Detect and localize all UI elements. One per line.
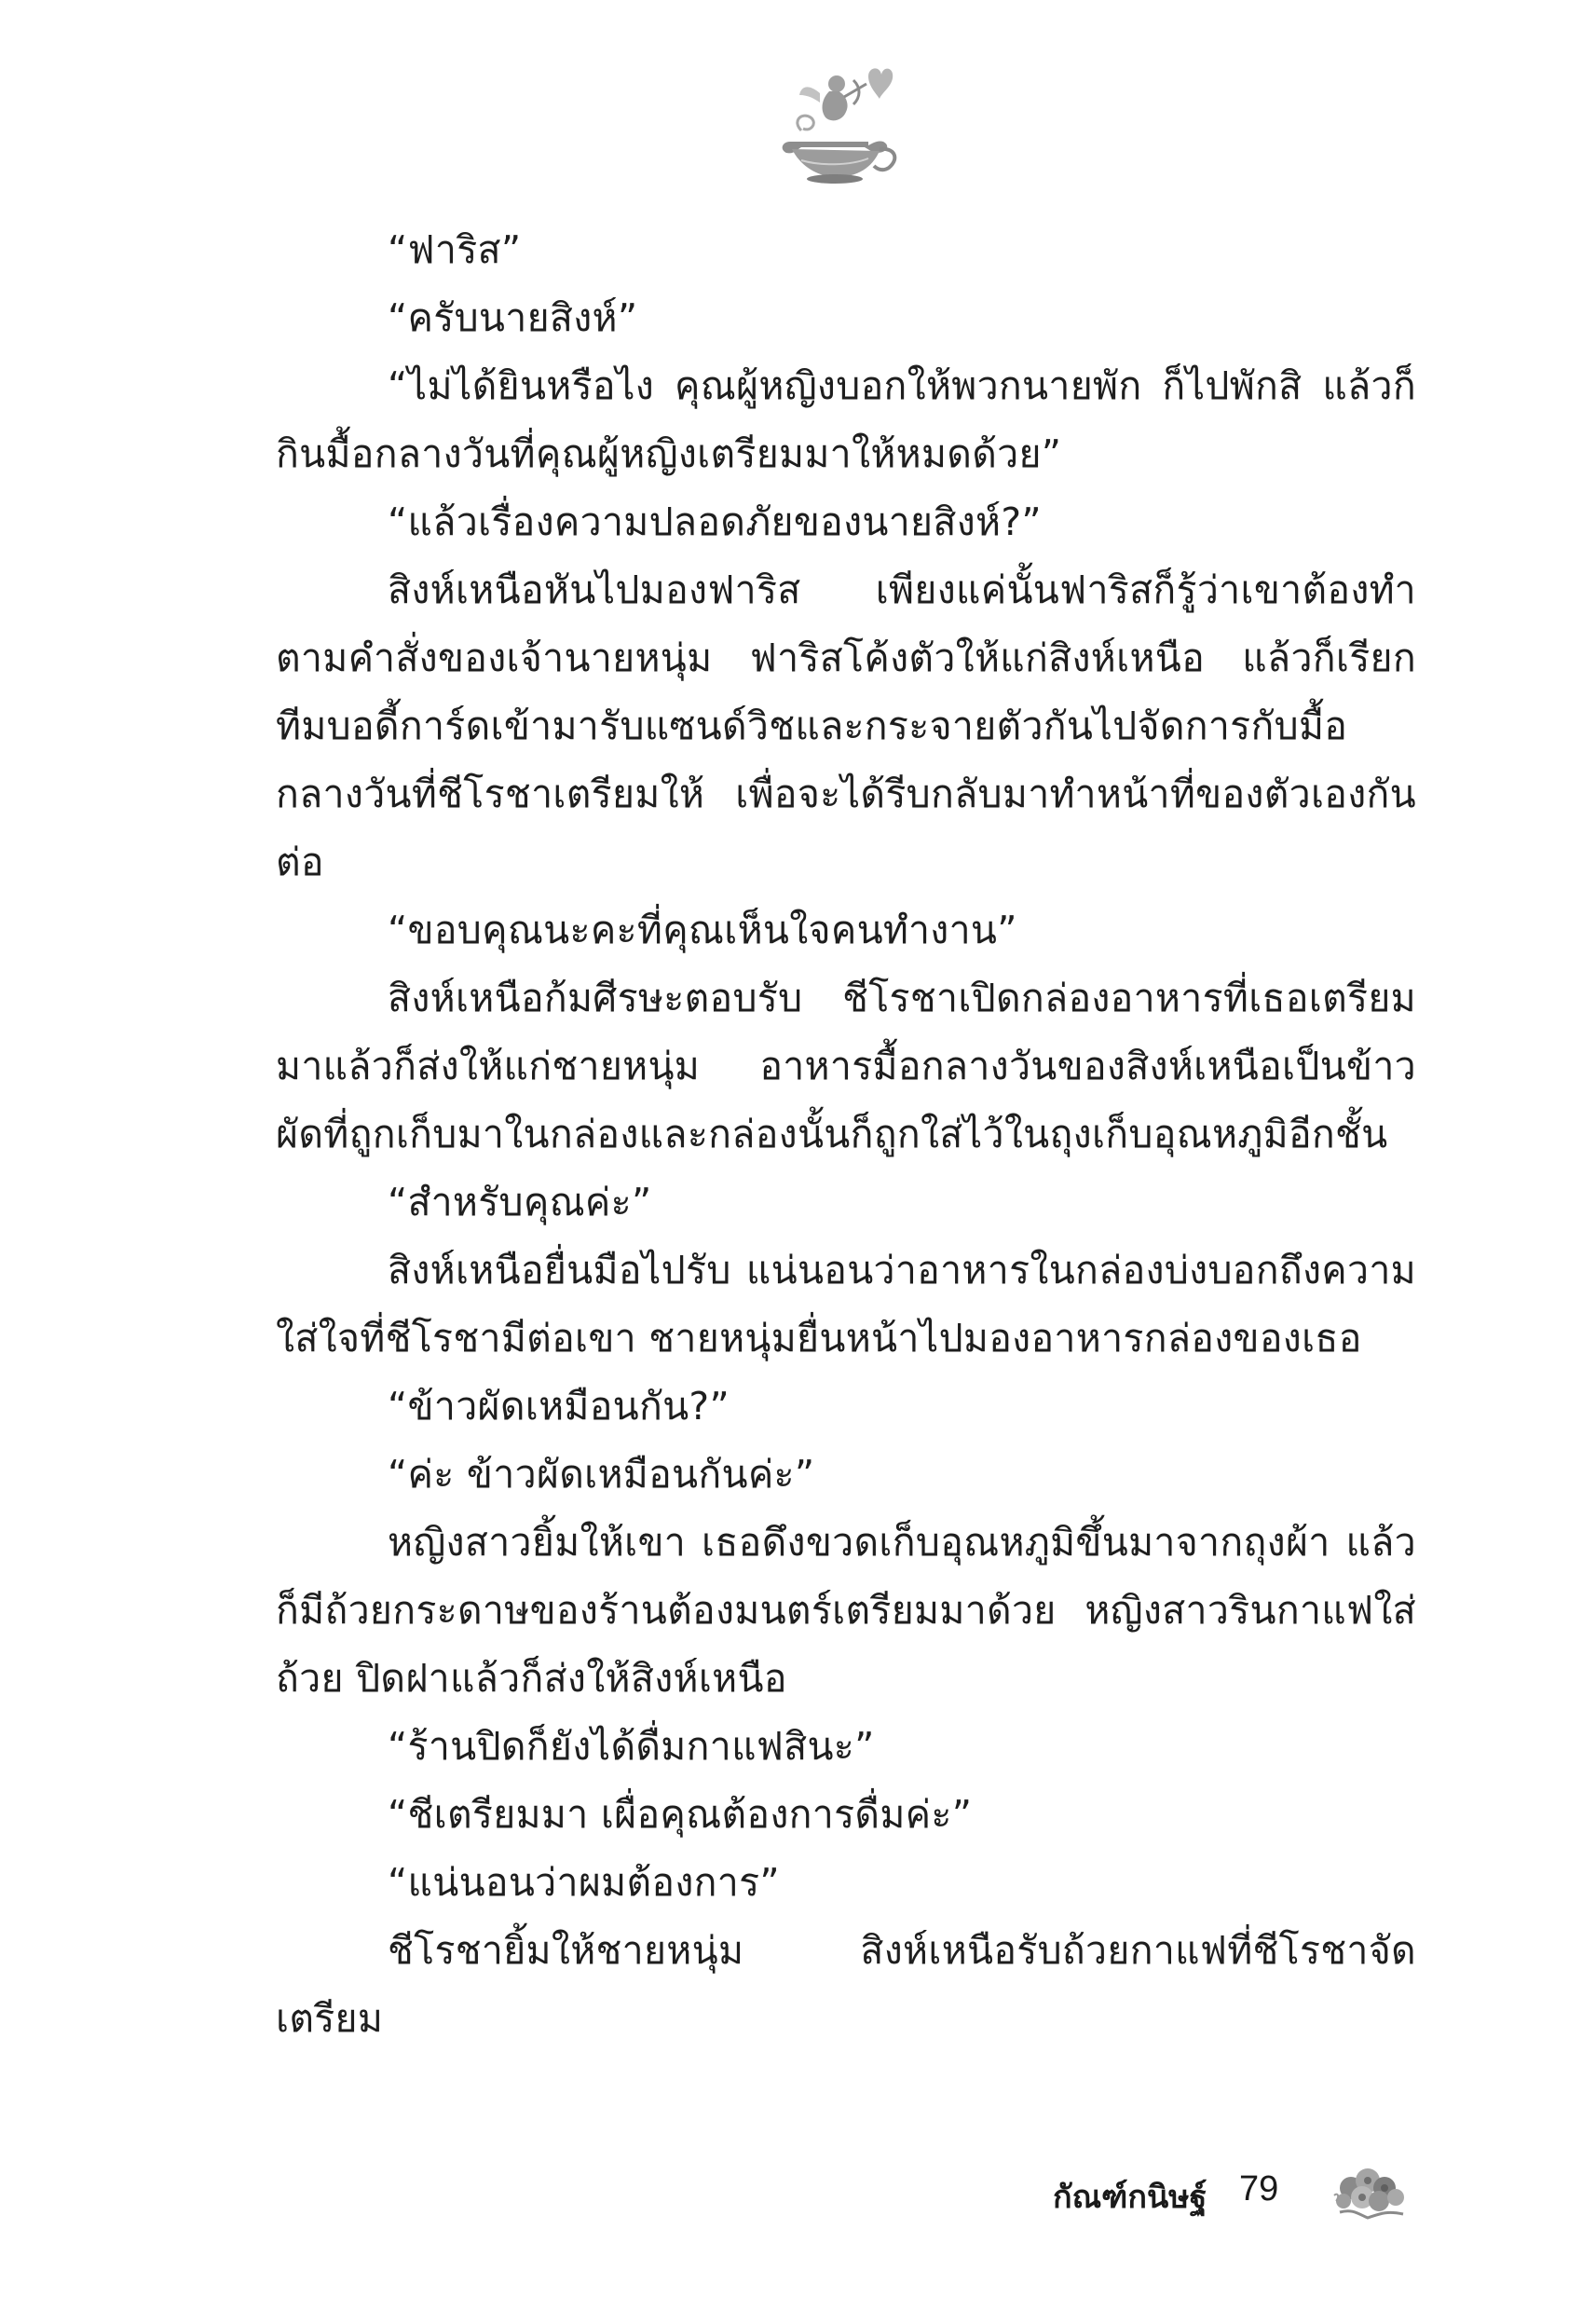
paragraph: “สำหรับคุณค่ะ” [388,1180,652,1224]
paragraph: “ชีเตรียมมา เผื่อคุณต้องการดื่มค่ะ” [388,1792,973,1837]
paragraph: “ขอบคุณนะคะที่คุณเห็นใจคนทำงาน” [388,908,1017,952]
paragraph: “ฟาริส” [388,227,522,272]
paragraph: สิงห์เหนือหันไปมองฟาริส เพียงแค่นั้นฟาริสก็รู้ว่าเขาต้องทำตามคำสั่งของเจ้านายหนุ่ม ฟาริสโค้งตัวให้แก่สิงห์เหนือ แล้วก็เรียกทีมบอดี้การ์ดเข้ามารับแซนด์วิชและกระจายตัวกันไปจัดการกับมื้อกลางวันที่ชีโรชาเตรียมให้ เพื่อจะได้รีบกลับมาทำหน้าที่ของตัวเองกันต่อ [276,567,1416,884]
paragraph: “แล้วเรื่องความปลอดภัยของนายสิงห์?” [388,499,1042,544]
paragraph: “ค่ะ ข้าวผัดเหมือนกันค่ะ” [388,1452,815,1497]
paragraph: สิงห์เหนือยื่นมือไปรับ แน่นอนว่าอาหารในกล่องบ่งบอกถึงความใส่ใจที่ชีโรชามีต่อเขา ชายหนุ่มยื่นหน้าไปมองอาหารกล่องของเธอ [276,1248,1416,1361]
flower-bouquet-icon [1330,2160,1411,2225]
paragraph: หญิงสาวยิ้มให้เขา เธอดึงขวดเก็บอุณหภูมิขึ้นมาจากถุงผ้า แล้วก็มีถ้วยกระดาษของร้านต้องมนตร์เตรียมมาด้วย หญิงสาวรินกาแฟใส่ถ้วย ปิดฝาแล้วก็ส่งให้สิงห์เหนือ [276,1520,1416,1701]
paragraph: ชีโรชายิ้มให้ชายหนุ่ม สิงห์เหนือรับถ้วยกาแฟที่ชีโรชาจัดเตรียม [276,1928,1416,2041]
body-text [276,216,1416,2053]
page-footer [978,2160,1425,2235]
paragraph: “แน่นอนว่าผมต้องการ” [388,1860,780,1905]
paragraph: “ร้านปิดก็ยังได้ดื่มกาแฟสินะ” [388,1724,875,1769]
paragraph: “ไม่ได้ยินหรือไง คุณผู้หญิงบอกให้พวกนายพัก ก็ไปพักสิ แล้วก็กินมื้อกลางวันที่คุณผู้หญิงเตรียมมาให้หมดด้วย” [276,363,1416,476]
page-number: 79 [1239,2169,1279,2208]
book-title: กัณฑ์กนิษฐ์ [1053,2179,1207,2216]
paragraph: “ครับนายสิงห์” [388,295,638,340]
paragraph: สิงห์เหนือก้มศีรษะตอบรับ ชีโรชาเปิดกล่องอาหารที่เธอเตรียมมาแล้วก็ส่งให้แก่ชายหนุ่ม อาหารมื้อกลางวันของสิงห์เหนือเป็นข้าวผัดที่ถูกเก็บมาในกล่องและกล่องนั้นก็ถูกใส่ไว้ในถุงเก็บอุณหภูมิอีกชั้น [276,976,1416,1156]
teapot-cupid-ornament-icon [764,56,904,186]
paragraph: “ข้าวผัดเหมือนกัน?” [388,1384,730,1429]
